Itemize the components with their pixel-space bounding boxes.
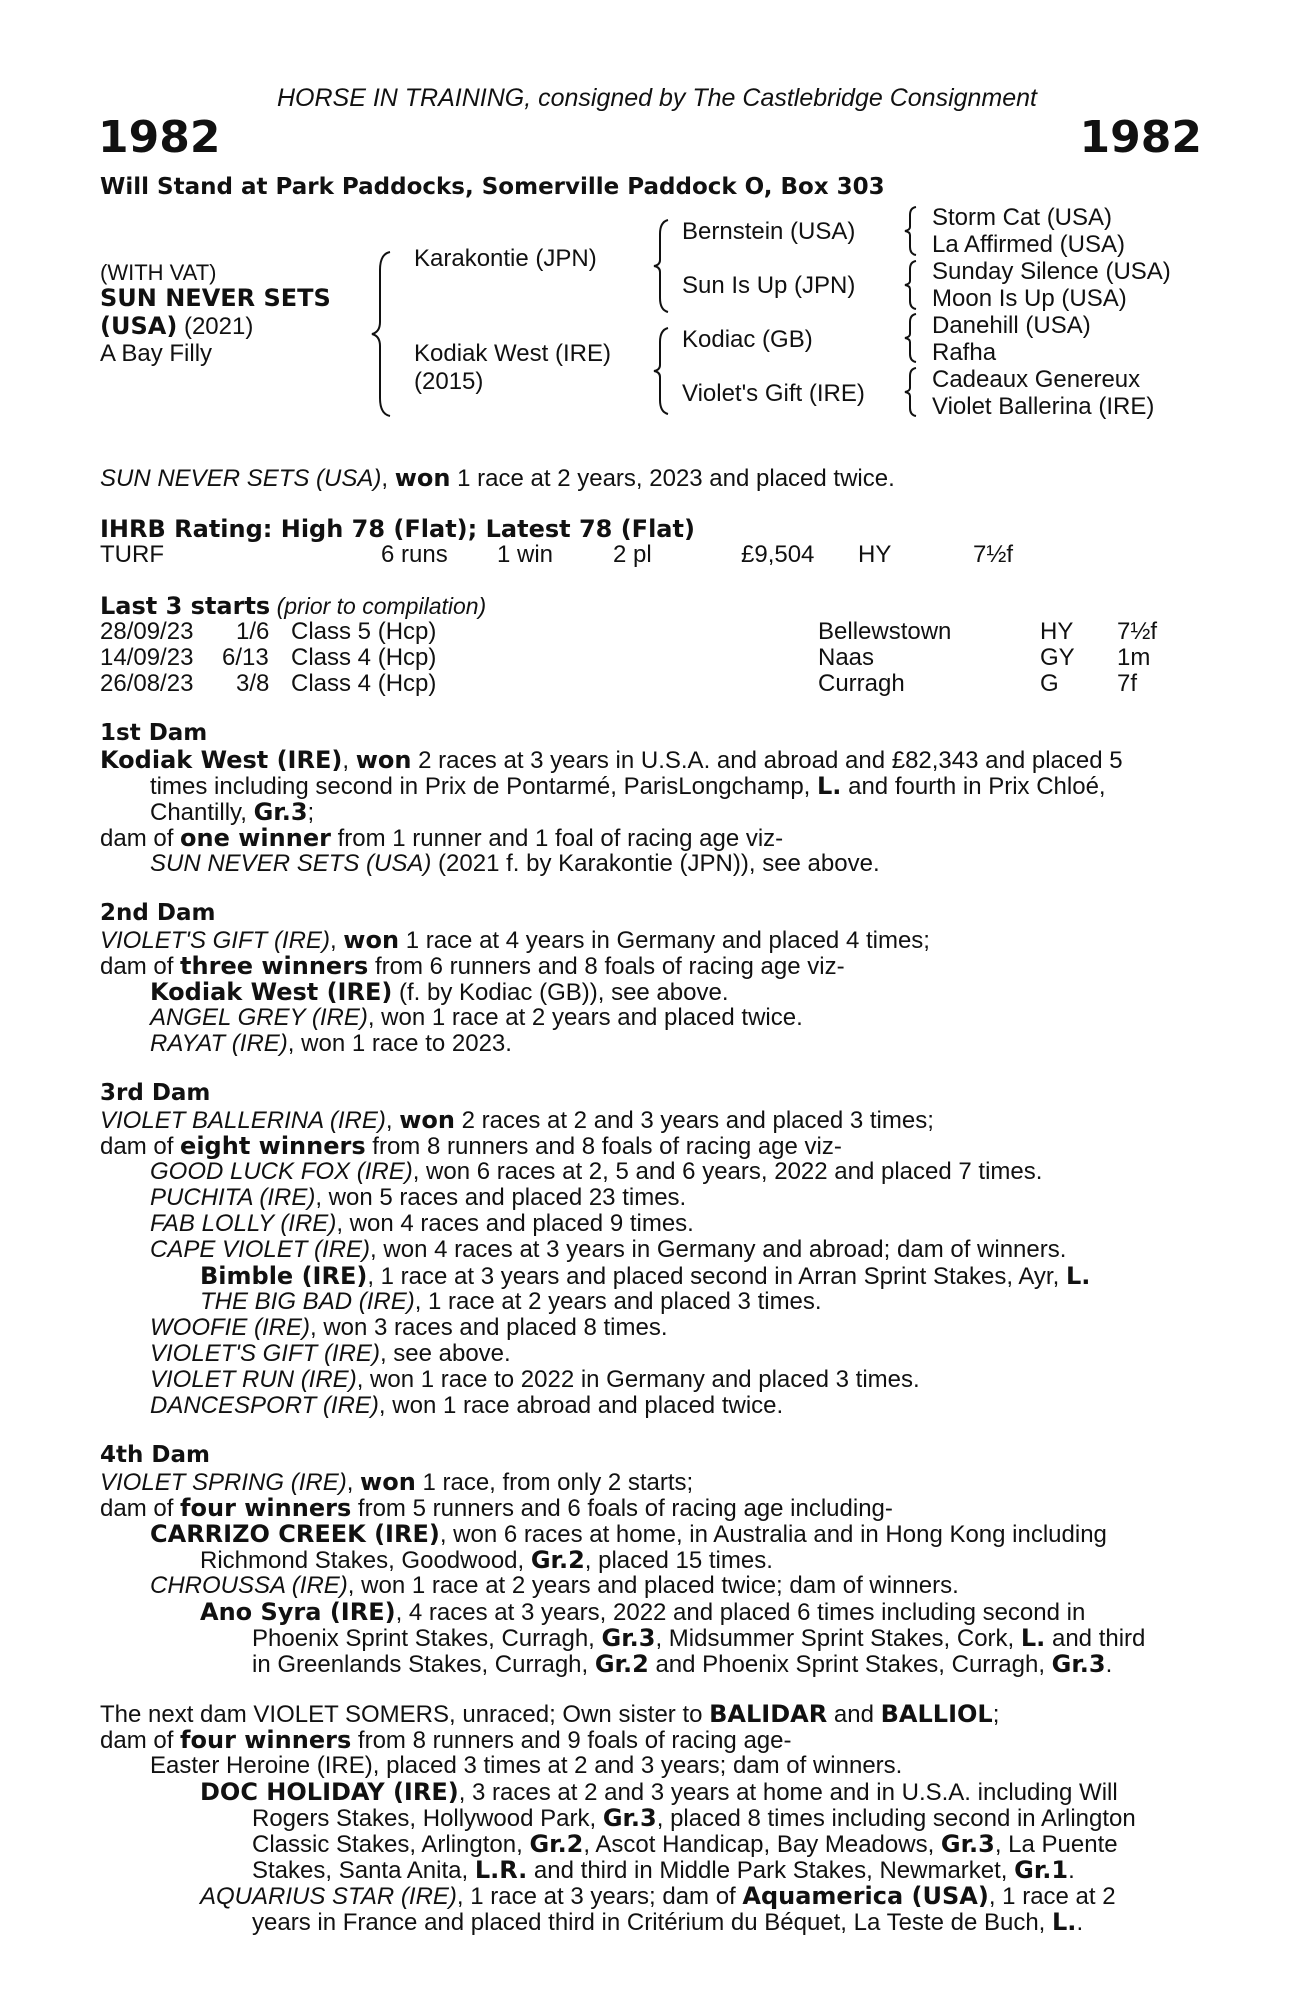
grandprogeny-name: Bimble (IRE) (200, 1262, 368, 1290)
first-dam-line3 (150, 798, 314, 827)
pedigree-sds: Sunday Silence (USA) (932, 258, 1171, 285)
grandprogeny-group: Gr.3 (601, 1624, 656, 1652)
third-dam-progeny (150, 1314, 668, 1342)
first-dam-text2c: and fourth in Prix Chloé, (841, 773, 1106, 800)
grandprogeny-text: , 1 race at 2 (988, 1883, 1116, 1910)
third-dam-grandprogeny (200, 1288, 822, 1316)
pedigree-bracket-ss (902, 205, 920, 257)
progeny-text: , won 1 race to 2023. (287, 1030, 512, 1057)
progeny-text: , won 1 race at 2 years and placed twice. (367, 1004, 803, 1031)
progeny-name: CHROUSSA (IRE) (150, 1572, 348, 1599)
start-date: 14/09/23 (100, 644, 194, 671)
third-dam-progeny (150, 1158, 1042, 1186)
rating-wins: 1 win (497, 541, 554, 568)
third-dam-progeny (150, 1210, 694, 1238)
grandprogeny-text: , Ascot Handicap, Bay Meadows, (583, 1831, 941, 1858)
start-distance: 7½f (1117, 618, 1158, 645)
progeny-group: Gr.2 (530, 1546, 585, 1574)
progeny-text: , won 5 races and placed 23 times. (315, 1184, 687, 1211)
grandprogeny-group: Gr.2 (529, 1830, 584, 1858)
grandprogeny-group: Gr.2 (594, 1650, 649, 1678)
grandprogeny-text: . (1068, 1857, 1075, 1884)
pedigree-bracket-ds (902, 312, 920, 364)
next-dam-text: The next dam VIOLET SOMERS, unraced; Own sister to (100, 1701, 710, 1728)
last-starts-note: (prior to compilation) (270, 593, 487, 619)
progeny-text: , see above. (379, 1340, 511, 1367)
start-class: Class 4 (Hcp) (291, 644, 437, 671)
third-dam-progeny (150, 1366, 920, 1394)
second-dam-progeny (150, 1030, 512, 1058)
progeny-text: , won 4 races at 3 years in Germany and abroad; dam of winners. (370, 1236, 1067, 1263)
third-dam-grandprogeny (200, 1262, 1090, 1291)
progeny-text: , won 1 race at 2 years and placed twice; dam of winners. (347, 1572, 959, 1599)
start-position: 1/6 (236, 618, 270, 645)
start-date: 26/08/23 (100, 670, 194, 697)
progeny-text: Richmond Stakes, Goodwood, (200, 1547, 531, 1574)
fourth-dam-grandprogeny (200, 1598, 1085, 1627)
start-class: Class 4 (Hcp) (291, 670, 437, 697)
first-dam-group: Gr.3 (253, 798, 308, 826)
horse-description: A Bay Filly (100, 340, 213, 367)
second-dam-damof: dam of (100, 953, 181, 980)
horse-country: (USA) (100, 312, 178, 340)
pedigree-sss: Storm Cat (USA) (932, 204, 1113, 231)
grandprogeny-name: THE BIG BAD (IRE) (200, 1288, 415, 1315)
grandprogeny-text: , 1 race at 2 years and placed 3 times. (414, 1288, 822, 1315)
summary-won: won (394, 464, 451, 492)
start-class: Class 5 (Hcp) (291, 618, 437, 645)
grandprogeny-name: AQUARIUS STAR (IRE) (200, 1883, 457, 1910)
last-starts-title (100, 592, 486, 621)
progeny-name: PUCHITA (IRE) (150, 1184, 316, 1211)
progeny-text: (2021 f. by Karakontie (JPN)), see above. (431, 850, 880, 877)
start-course: Bellewstown (818, 618, 952, 645)
rating-distance: 7½f (973, 541, 1014, 568)
last-starts-label: Last 3 starts (100, 592, 271, 620)
horse-name: SUN NEVER SETS (100, 284, 331, 312)
pedigree-bracket-sire (652, 218, 672, 314)
grandprogeny-text: and third (1045, 1625, 1146, 1652)
first-dam-winners: one winner (180, 824, 331, 852)
progeny-name: DANCESPORT (IRE) (150, 1392, 379, 1419)
next-dam-line1 (100, 1700, 999, 1729)
grandprogeny-text: years in France and placed third in Critérium du Béquet, La Teste de Buch, (252, 1909, 1053, 1936)
first-dam-text3c: ; (307, 799, 315, 826)
progeny-name: RAYAT (IRE) (150, 1030, 288, 1057)
next-dam-progeny: Easter Heroine (IRE), placed 3 times at 2 and 3 years; dam of winners. (150, 1752, 903, 1779)
progeny-text: , won 6 races at 2, 5 and 6 years, 2022 and placed 7 times. (412, 1158, 1043, 1185)
lot-number-left: 1982 (98, 112, 221, 163)
start-going: HY (1040, 618, 1074, 645)
progeny-text: , placed 15 times. (584, 1547, 773, 1574)
rating-surface: TURF (100, 541, 164, 568)
grandprogeny-name: Ano Syra (IRE) (200, 1598, 396, 1626)
pedigree-bracket-sd (902, 259, 920, 311)
next-dam-text: ; (992, 1701, 1000, 1728)
grandprogeny-text: , 1 race at 3 years and placed second in Arran Sprint Stakes, Ayr, (367, 1263, 1066, 1290)
next-dam-grandprogeny-cont (252, 1908, 1083, 1937)
grandprogeny-text: Stakes, Santa Anita, (252, 1857, 475, 1884)
pedigree-dss: Danehill (USA) (932, 312, 1091, 339)
pedigree-dam-year: (2015) (414, 368, 484, 395)
second-dam-progeny (150, 1004, 803, 1032)
pedigree-sdd: Moon Is Up (USA) (932, 285, 1127, 312)
third-dam-line1: VIOLET BALLERINA (IRE), won 2 races at 2 and 3 years and placed 3 times; (100, 1106, 934, 1134)
start-distance: 7f (1117, 670, 1138, 697)
next-dam-runners: from 8 runners and 9 foals of racing age- (351, 1727, 792, 1754)
grandprogeny-text: Phoenix Sprint Stakes, Curragh, (252, 1625, 602, 1652)
progeny-name: WOOFIE (IRE) (150, 1314, 310, 1341)
start-going: GY (1040, 644, 1075, 671)
first-dam-line2 (150, 772, 1106, 801)
rating-earnings: £9,504 (741, 541, 815, 568)
second-dam-won: won (343, 926, 400, 954)
grandprogeny-listed: L. (1065, 1262, 1091, 1290)
first-dam-damof: dam of (100, 825, 181, 852)
next-dam-sibling: BALIDAR (709, 1700, 828, 1728)
rating-placed: 2 pl (613, 541, 652, 568)
fourth-dam-progeny-cont (200, 1546, 773, 1575)
second-dam-name: VIOLET'S GIFT (IRE) (100, 927, 330, 954)
next-dam-winners: four winners (180, 1726, 352, 1754)
pedigree-ssd: La Affirmed (USA) (932, 231, 1125, 258)
third-dam-winners: eight winners (180, 1132, 366, 1160)
progeny-name: SUN NEVER SETS (USA) (150, 850, 432, 877)
third-dam-progeny (150, 1392, 783, 1420)
pedigree-sire: Karakontie (JPN) (414, 245, 597, 272)
progeny-text: (f. by Kodiac (GB)), see above. (392, 979, 729, 1006)
progeny-text: , won 1 race to 2022 in Germany and placed 3 times. (356, 1366, 920, 1393)
stand-location: Will Stand at Park Paddocks, Somerville Paddock O, Box 303 (100, 174, 885, 200)
grandprogeny-text: , La Puente (994, 1831, 1118, 1858)
consignment-line: HORSE IN TRAINING, consigned by The Castlebridge Consignment (276, 84, 1038, 112)
progeny-name: Kodiak West (IRE) (150, 978, 393, 1006)
summary-horse-name: SUN NEVER SETS (USA) (100, 465, 382, 492)
fourth-dam-heading: 4th Dam (100, 1442, 210, 1468)
lot-number-right: 1982 (1079, 112, 1202, 163)
next-dam-grandprogeny (200, 1882, 1116, 1911)
start-distance: 1m (1117, 644, 1151, 671)
third-dam-won: won (399, 1106, 455, 1134)
pedigree-bracket-dd (902, 366, 920, 418)
grandprogeny-name: DOC HOLIDAY (IRE) (200, 1778, 459, 1806)
first-dam-text3: Chantilly, (150, 799, 254, 826)
progeny-name: CAPE VIOLET (IRE) (150, 1236, 371, 1263)
first-dam-heading: 1st Dam (100, 720, 208, 746)
third-dam-text: 2 races at 2 and 3 years and placed 3 times; (454, 1107, 934, 1134)
start-position: 3/8 (236, 670, 270, 697)
start-course: Naas (818, 644, 875, 671)
third-dam-progeny (150, 1340, 511, 1368)
grandprogeny-text: and third in Middle Park Stakes, Newmarket, (527, 1857, 1015, 1884)
grandprogeny-winner: Aquamerica (USA) (742, 1882, 989, 1910)
rating-runs: 6 runs (381, 541, 448, 568)
first-dam-runners: from 1 runner and 1 foal of racing age viz- (330, 825, 784, 852)
first-dam-listed: L. (817, 772, 842, 800)
fourth-dam-grandprogeny-cont (252, 1624, 1145, 1653)
next-dam-text: and (827, 1701, 881, 1728)
progeny-name: ANGEL GREY (IRE) (150, 1004, 368, 1031)
second-dam-winners: three winners (180, 952, 369, 980)
grandprogeny-text: , placed 8 times including second in Arlington (656, 1805, 1136, 1832)
pedigree-dsd: Rafha (932, 339, 997, 366)
progeny-text: , won 3 races and placed 8 times. (309, 1314, 668, 1341)
second-dam-progeny (150, 978, 728, 1007)
first-dam-progeny (150, 850, 880, 878)
pedigree-bracket-dam (652, 326, 672, 416)
next-dam-produce (100, 1726, 791, 1755)
first-dam-line1: Kodiak West (IRE), won 2 races at 3 years in U.S.A. and abroad and £82,343 and placed 5 (100, 746, 1123, 774)
grandprogeny-text: , 4 races at 3 years, 2022 and placed 6 times including second in (395, 1599, 1086, 1626)
progeny-name: GOOD LUCK FOX (IRE) (150, 1158, 413, 1185)
pedigree-ddd: Violet Ballerina (IRE) (932, 393, 1155, 420)
grandprogeny-group: Gr.3 (602, 1804, 657, 1832)
second-dam-produce (100, 952, 845, 981)
first-dam-text: 2 races at 3 years in U.S.A. and abroad and £82,343 and placed 5 (411, 747, 1123, 774)
pedigree-dam-dam: Violet's Gift (IRE) (682, 380, 865, 407)
grandprogeny-listed: L.R. (474, 1856, 528, 1884)
second-dam-heading: 2nd Dam (100, 900, 216, 926)
third-dam-produce (100, 1132, 842, 1161)
progeny-name: FAB LOLLY (IRE) (150, 1210, 337, 1237)
third-dam-progeny (150, 1236, 1066, 1264)
fourth-dam-text: 1 race, from only 2 starts; (415, 1469, 694, 1496)
progeny-text: , won 4 races and placed 9 times. (336, 1210, 694, 1237)
grandprogeny-text: . (1105, 1651, 1113, 1678)
fourth-dam-runners: from 5 runners and 6 foals of racing age including- (351, 1495, 893, 1522)
fourth-dam-progeny (150, 1520, 1107, 1549)
grandprogeny-group: Gr.1 (1014, 1856, 1069, 1884)
pedigree-dds: Cadeaux Genereux (932, 366, 1141, 393)
pedigree-dam: Kodiak West (IRE) (414, 340, 611, 367)
next-dam-grandprogeny-cont (252, 1856, 1075, 1885)
fourth-dam-name: VIOLET SPRING (IRE) (100, 1469, 347, 1496)
next-dam-grandprogeny (200, 1778, 1118, 1807)
first-dam-text2: times including second in Prix de Pontarmé, ParisLongchamp, (150, 773, 818, 800)
third-dam-name: VIOLET BALLERINA (IRE) (100, 1107, 386, 1134)
vat-label: (WITH VAT) (100, 260, 217, 285)
start-date: 28/09/23 (100, 618, 194, 645)
first-dam-name: Kodiak West (IRE) (100, 746, 343, 774)
race-summary: SUN NEVER SETS (USA), won 1 race at 2 years, 2023 and placed twice. (100, 464, 895, 492)
grandprogeny-group: Gr.3 (1051, 1650, 1106, 1678)
start-course: Curragh (818, 670, 905, 697)
pedigree-bracket-main (370, 250, 394, 418)
next-dam-grandprogeny-cont (252, 1830, 1118, 1859)
progeny-name: VIOLET RUN (IRE) (150, 1366, 357, 1393)
grandprogeny-group: Gr.3 (940, 1830, 995, 1858)
progeny-name: CARRIZO CREEK (IRE) (150, 1520, 440, 1548)
next-dam-sibling: BALLIOL (880, 1700, 993, 1728)
progeny-text: , won 1 race abroad and placed twice. (378, 1392, 784, 1419)
grandprogeny-text: , 3 races at 2 and 3 years at home and in U.S.A. including Will (458, 1779, 1118, 1806)
second-dam-runners: from 6 runners and 8 foals of racing age viz- (368, 953, 845, 980)
fourth-dam-won: won (360, 1468, 416, 1496)
start-going: G (1040, 670, 1059, 697)
fourth-dam-damof: dam of (100, 1495, 181, 1522)
grandprogeny-listed: L. (1052, 1908, 1077, 1936)
rating-title: IHRB Rating: High 78 (Flat); Latest 78 (Flat) (100, 515, 695, 543)
fourth-dam-winners: four winners (180, 1494, 352, 1522)
fourth-dam-grandprogeny-cont (252, 1650, 1112, 1679)
third-dam-runners: from 8 runners and 8 foals of racing age viz- (365, 1133, 842, 1160)
rating-going: HY (858, 541, 892, 568)
progeny-name: VIOLET'S GIFT (IRE) (150, 1340, 380, 1367)
first-dam-produce (100, 824, 783, 853)
fourth-dam-progeny (150, 1572, 959, 1600)
pedigree-dam-sire: Kodiac (GB) (682, 326, 813, 353)
grandprogeny-text: , Midsummer Sprint Stakes, Cork, (655, 1625, 1021, 1652)
progeny-text: , won 6 races at home, in Australia and in Hong Kong including (439, 1521, 1107, 1548)
fourth-dam-line1: VIOLET SPRING (IRE), won 1 race, from only 2 starts; (100, 1468, 694, 1496)
pedigree-sire-sire: Bernstein (USA) (682, 218, 856, 245)
grandprogeny-listed: L. (1020, 1624, 1046, 1652)
start-position: 6/13 (222, 644, 269, 671)
second-dam-line1: VIOLET'S GIFT (IRE), won 1 race at 4 years in Germany and placed 4 times; (100, 926, 930, 954)
horse-year: (2021) (177, 313, 254, 340)
grandprogeny-text: in Greenlands Stakes, Curragh, (252, 1651, 595, 1678)
grandprogeny-text: , 1 race at 3 years; dam of (456, 1883, 743, 1910)
summary-text: 1 race at 2 years, 2023 and placed twice. (450, 465, 895, 492)
third-dam-heading: 3rd Dam (100, 1080, 211, 1106)
grandprogeny-text: . (1076, 1909, 1084, 1936)
third-dam-damof: dam of (100, 1133, 181, 1160)
pedigree-sire-dam: Sun Is Up (JPN) (682, 272, 856, 299)
second-dam-text: 1 race at 4 years in Germany and placed 4 times; (399, 927, 930, 954)
grandprogeny-text: and Phoenix Sprint Stakes, Curragh, (648, 1651, 1052, 1678)
next-dam-damof: dam of (100, 1727, 181, 1754)
horse-country-year (100, 312, 253, 341)
third-dam-progeny (150, 1184, 686, 1212)
fourth-dam-produce (100, 1494, 893, 1523)
next-dam-grandprogeny-cont (252, 1804, 1136, 1833)
grandprogeny-text: Rogers Stakes, Hollywood Park, (252, 1805, 603, 1832)
first-dam-won: won (355, 746, 412, 774)
grandprogeny-text: Classic Stakes, Arlington, (252, 1831, 530, 1858)
